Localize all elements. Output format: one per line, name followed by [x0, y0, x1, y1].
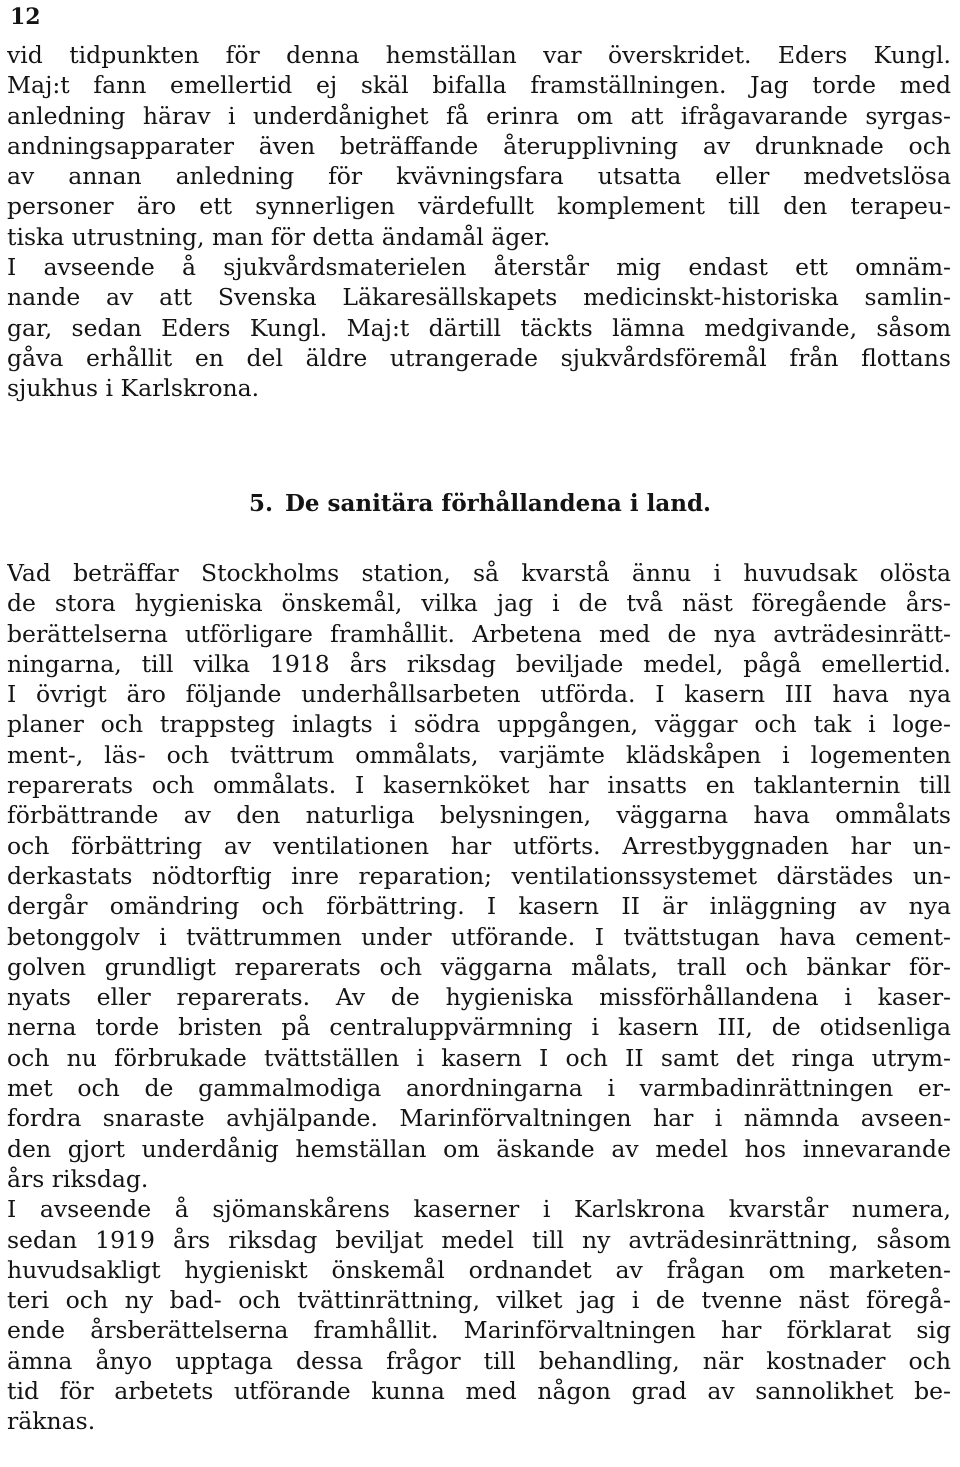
text-line: planer och trappsteg inlagts i södra uppgången, väggar och tak i loge- [7, 710, 951, 739]
text-line: och nu förbrukade tvättställen i kasern I och II samt det ringa utrym- [7, 1043, 951, 1072]
text-line: anledning härav i underdånighet få erinra om att ifrågavarande syrgas- [7, 101, 951, 130]
text-line: tiska utrustning, man för detta ändamål äger. [7, 222, 551, 251]
text-line: sjukhus i Karlskrona. [7, 374, 260, 403]
text-line: I övrigt äro följande underhållsarbeten utförda. I kasern III hava nya [7, 680, 951, 709]
text-line: met och de gammalmodiga anordningarna i varmbadinrättningen er- [7, 1074, 951, 1103]
text-line: Vad beträffar Stockholms station, så kvarstå ännu i huvudsak olösta [7, 559, 951, 587]
text-line: golven grundligt reparerats och väggarna målats, trall och bänkar för- [7, 952, 951, 981]
text-line: fordra snaraste avhjälpande. Marinförvaltningen har i nämnda avseen- [7, 1104, 951, 1133]
text-line: I avseende å sjömanskårens kaserner i Karlskrona kvarstår numera, [7, 1195, 951, 1224]
section-title: De sanitära förhållandena i land. [284, 490, 712, 517]
text-line: sedan 1919 års riksdag beviljat medel till ny avträdesinrättning, såsom [7, 1225, 951, 1254]
text-line: ment-, läs- och tvättrum ommålats, varjämte klädskåpen i logementen [7, 740, 951, 769]
text-line: reparerats och ommålats. I kasernköket har insatts en taklanternin till [7, 771, 951, 800]
paragraph-block-bottom [7, 558, 951, 1437]
text-line: nyats eller reparerats. Av de hygieniska missförhållandena i kaser- [7, 983, 951, 1012]
text-line: betonggolv i tvättrummen under utförande. I tvättstugan hava cement- [7, 922, 951, 951]
text-line: av annan anledning för kvävningsfara utsatta eller medvetslösa [7, 162, 951, 191]
text-line: års riksdag. [7, 1164, 149, 1193]
text-line: och förbättring av ventilationen har utförts. Arrestbyggnaden har un- [7, 831, 951, 860]
text-line: huvudsakligt hygieniskt önskemål ordnandet av frågan om marketen- [7, 1255, 951, 1284]
text-line: nande av att Svenska Läkaresällskapets medicinskt-historiska samlin- [7, 283, 951, 312]
text-line: de stora hygieniska önskemål, vilka jag i de två näst föregående års- [7, 589, 951, 618]
page-number: 12 [10, 4, 41, 30]
text-line: andningsapparater även beträffande återupplivning av drunknade och [7, 131, 951, 160]
paragraph-block-top [7, 40, 951, 404]
text-line: gar, sedan Eders Kungl. Maj:t därtill täckts lämna medgivande, såsom [7, 313, 951, 342]
text-line: ämna ånyo upptaga dessa frågor till behandling, när kostnader och [7, 1346, 951, 1375]
text-line: ningarna, till vilka 1918 års riksdag beviljade medel, pågå emellertid. [7, 649, 951, 678]
text-line: räknas. [7, 1407, 96, 1436]
section-heading [0, 488, 960, 520]
text-line: teri och ny bad- och tvättinrättning, vilket jag i de tvenne näst föregå- [7, 1286, 951, 1315]
text-line: tid för arbetets utförande kunna med någon grad av sannolikhet be- [7, 1377, 951, 1406]
text-line: den gjort underdånig hemställan om äskande av medel hos innevarande [7, 1134, 951, 1163]
text-line: ende årsberättelserna framhållit. Marinförvaltningen har förklarat sig [7, 1316, 951, 1345]
section-number: 5. [248, 490, 273, 517]
text-line: dergår omändring och förbättring. I kasern II är inläggning av nya [7, 892, 951, 921]
text-line: Maj:t fann emellertid ej skäl bifalla framställningen. Jag torde med [7, 71, 951, 100]
text-line: personer äro ett synnerligen värdefullt komplement till den terapeu- [7, 192, 951, 221]
text-line: I avseende å sjukvårdsmaterielen återstår mig endast ett omnäm- [7, 253, 951, 282]
text-line: nerna torde bristen på centraluppvärmning i kasern III, de otidsenliga [7, 1013, 951, 1042]
text-line: förbättrande av den naturliga belysningen, väggarna hava ommålats [7, 801, 951, 830]
text-line: vid tidpunkten för denna hemställan var överskridet. Eders Kungl. [7, 41, 951, 69]
text-line: derkastats nödtorftig inre reparation; ventilationssystemet därstädes un- [7, 861, 951, 890]
text-line: berättelserna utförligare framhållit. Arbetena med de nya avträdesinrätt- [7, 619, 951, 648]
text-line: gåva erhållit en del äldre utrangerade sjukvårdsföremål från flottans [7, 343, 951, 372]
